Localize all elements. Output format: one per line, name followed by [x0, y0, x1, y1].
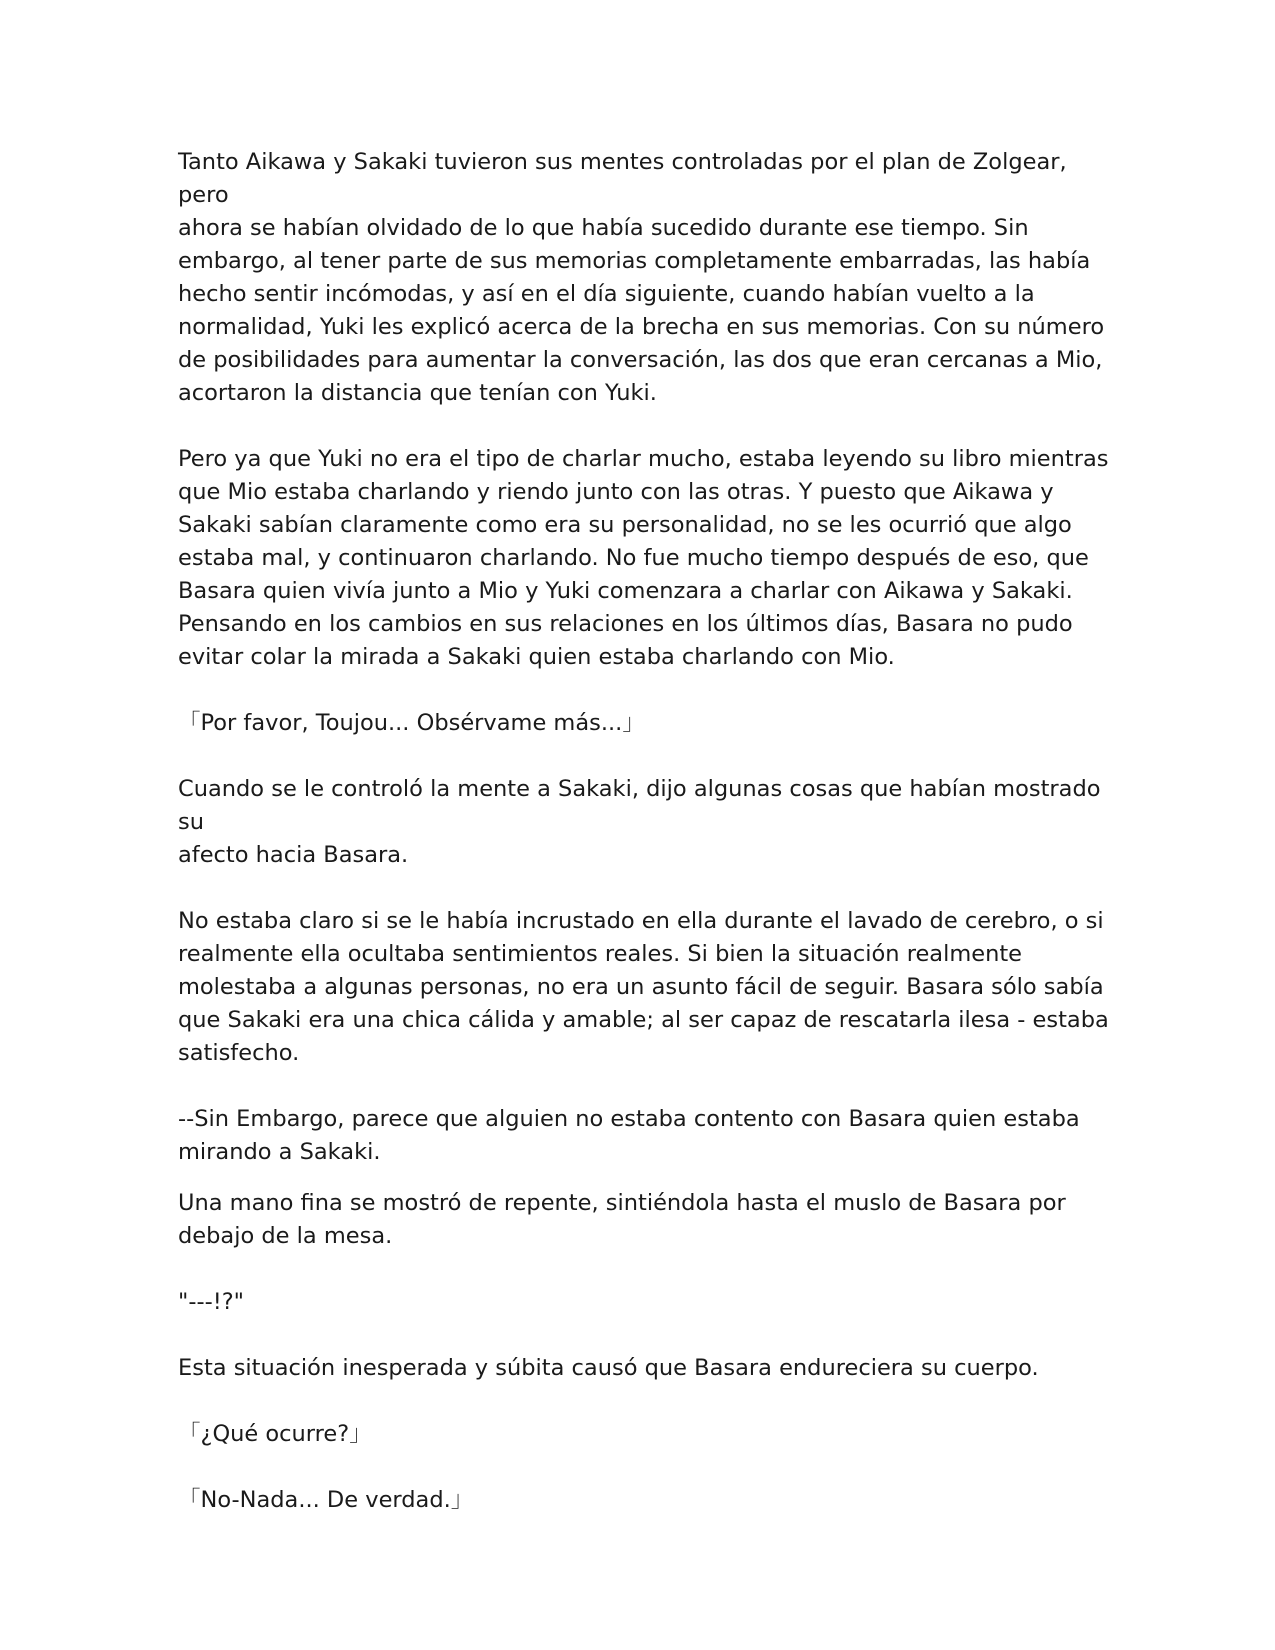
paragraph: Tanto Aikawa y Sakaki tuvieron sus mentes controladas por el plan de Zolgear, pero ahora se habían olvidado de lo que había sucedido durante ese tiempo. Sin embargo, al tener parte de sus memorias completamente embarradas, las había hecho sentir incómodas, y así en el día siguiente, cuando habían vuelto a la normalidad, Yuki les explicó acerca de la brecha en sus memorias. Con su número de posibilidades para aumentar la conversación, las dos que eran cercanas a Mio, acortaron la distancia que tenían con Yuki. [178, 149, 1105, 406]
paragraph: --Sin Embargo, parece que alguien no estaba contento con Basara quien estaba mirando a Sakaki. [178, 1106, 1080, 1165]
paragraph: Pero ya que Yuki no era el tipo de charlar mucho, estaba leyendo su libro mientras que Mio estaba charlando y riendo junto con las otras. Y puesto que Aikawa y Sakaki sabían claramente como era su personalidad, no se les ocurrió que algo estaba mal, y continuaron charlando. No fue mucho tiempo después de eso, que Basara quien vivía junto a Mio y Yuki comenzara a charlar con Aikawa y Sakaki. Pensando en los cambios en sus relaciones en los últimos días, Basara no pudo evitar colar la mirada a Sakaki quien estaba charlando con Mio. [178, 446, 1109, 670]
dialogue-line: 「No-Nada... De verdad.」 [178, 1487, 474, 1513]
paragraph: Cuando se le controló la mente a Sakaki, dijo algunas cosas que habían mostrado su afecto hacia Basara. [178, 776, 1101, 868]
paragraph: No estaba claro si se le había incrustado en ella durante el lavado de cerebro, o si realmente ella ocultaba sentimientos reales. Si bien la situación realmente molestaba a algunas personas, no era un asunto fácil de seguir. Basara sólo sabía que Sakaki era una chica cálida y amable; al ser capaz de rescatarla ilesa - estaba satisfecho. [178, 908, 1109, 1066]
dialogue-line: "---!?" [178, 1289, 245, 1315]
paragraph: Esta situación inesperada y súbita causó que Basara endureciera su cuerpo. [178, 1355, 1039, 1381]
dialogue-line: 「¿Qué ocurre?」 [178, 1421, 372, 1447]
dialogue-line: 「Por favor, Toujou... Obsérvame más...」 [178, 710, 645, 736]
paragraph: Una mano fina se mostró de repente, sintiéndola hasta el muslo de Basara por debajo de la mesa. [178, 1190, 1066, 1249]
document-body [178, 146, 1113, 1550]
